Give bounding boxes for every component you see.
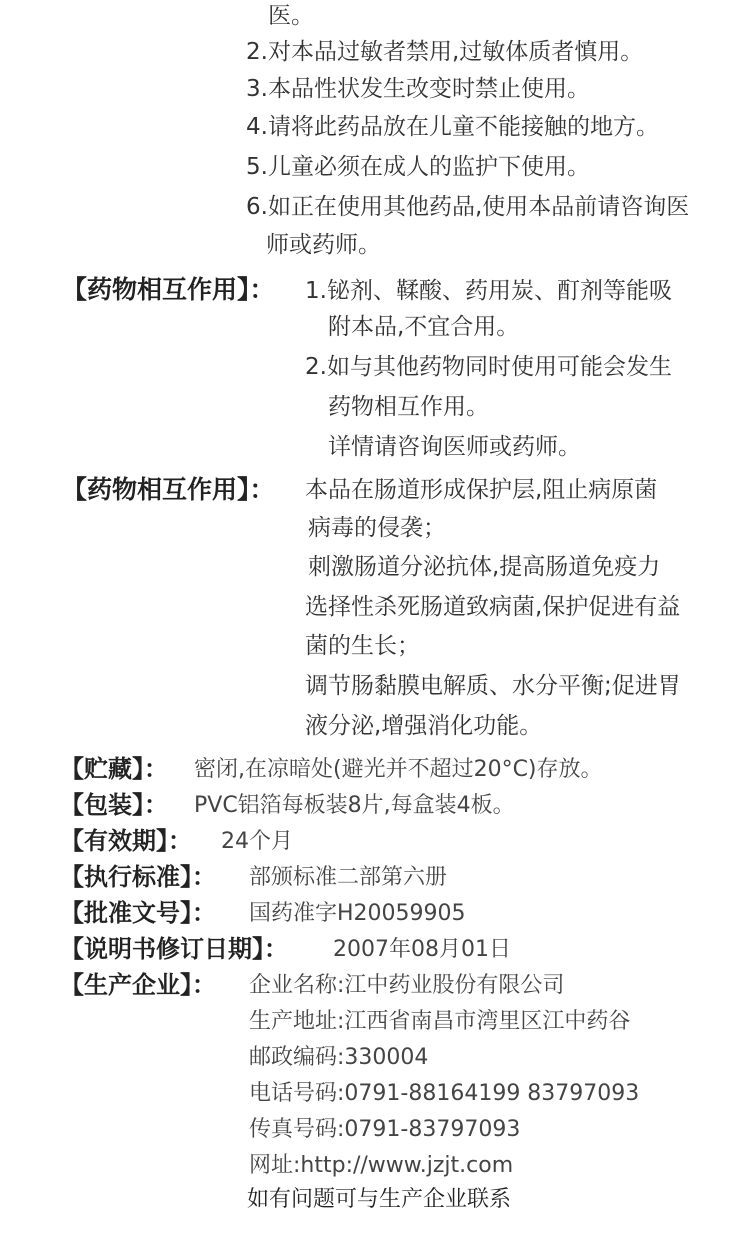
interactions-line: 附本品,不宜合用。 — [328, 314, 520, 340]
precaution-line: 师或药师。 — [266, 232, 381, 258]
storage-value: 密闭,在凉暗处(避光并不超过20°C)存放。 — [194, 757, 603, 782]
precaution-line: 5.儿童必须在成人的监护下使用。 — [246, 154, 590, 180]
storage-label: 【贮藏】： — [60, 755, 168, 783]
validity-label: 【有效期】： — [60, 827, 192, 855]
pharmacology-line: 菌的生长； — [305, 633, 420, 659]
precaution-line: 4.请将此药品放在儿童不能接触的地方。 — [246, 114, 659, 140]
pharmacology-line: 本品在肠道形成保护层,阻止病原菌 — [305, 477, 658, 503]
manufacturer-line: 生产地址:江西省南昌市湾里区江中药谷 — [249, 1009, 631, 1034]
standard-label: 【执行标准】： — [60, 863, 216, 891]
pharmacology-line: 调节肠黏膜电解质、水分平衡;促进胃 — [305, 673, 681, 699]
manufacturer-line: 传真号码:0791-83797093 — [249, 1117, 521, 1142]
precaution-line: 3.本品性状发生改变时禁止使用。 — [246, 76, 590, 102]
approval-value: 国药准字H20059905 — [249, 901, 466, 926]
pharmacology-line: 病毒的侵袭； — [308, 515, 446, 541]
package-value: PVC铝箔每板装8片,每盒装4板。 — [194, 793, 515, 818]
precaution-line: 6.如正在使用其他药品,使用本品前请咨询医 — [246, 194, 690, 220]
precaution-line: 2.对本品过敏者禁用,过敏体质者慎用。 — [246, 39, 644, 65]
interactions-line: 药物相互作用。 — [328, 394, 489, 420]
pharmacology-line: 选择性杀死肠道致病菌,保护促进有益 — [305, 594, 681, 620]
pharmacology-line: 刺激肠道分泌抗体,提高肠道免疫力 — [308, 554, 661, 580]
interactions-label: 【药物相互作用】： — [62, 275, 275, 304]
manufacturer-line: 网址:http://www.jzjt.com — [249, 1153, 514, 1178]
manufacturer-line: 企业名称:江中药业股份有限公司 — [249, 973, 565, 998]
validity-value: 24个月 — [221, 829, 293, 854]
revision-label: 【说明书修订日期】： — [60, 935, 288, 963]
manufacturer-line: 电话号码:0791-88164199 83797093 — [249, 1081, 640, 1106]
package-label: 【包装】： — [60, 791, 168, 819]
manufacturer-label: 【生产企业】： — [60, 971, 216, 999]
interactions-line: 2.如与其他药物同时使用可能会发生 — [305, 354, 672, 380]
approval-label: 【批准文号】： — [60, 899, 216, 927]
manufacturer-line: 邮政编码:330004 — [249, 1045, 429, 1070]
revision-value: 2007年08月01日 — [333, 937, 511, 962]
interactions-line: 1.铋剂、鞣酸、药用炭、酊剂等能吸 — [305, 278, 672, 304]
pharmacology-line: 液分泌,增强消化功能。 — [305, 713, 543, 739]
pharmacology-label: 【药物相互作用】： — [62, 475, 275, 504]
precaution-line: 医。 — [268, 3, 314, 29]
footer-note: 如有问题可与生产企业联系 — [247, 1187, 512, 1212]
standard-value: 部颁标准二部第六册 — [249, 865, 448, 890]
interactions-line: 详情请咨询医师或药师。 — [328, 434, 581, 460]
